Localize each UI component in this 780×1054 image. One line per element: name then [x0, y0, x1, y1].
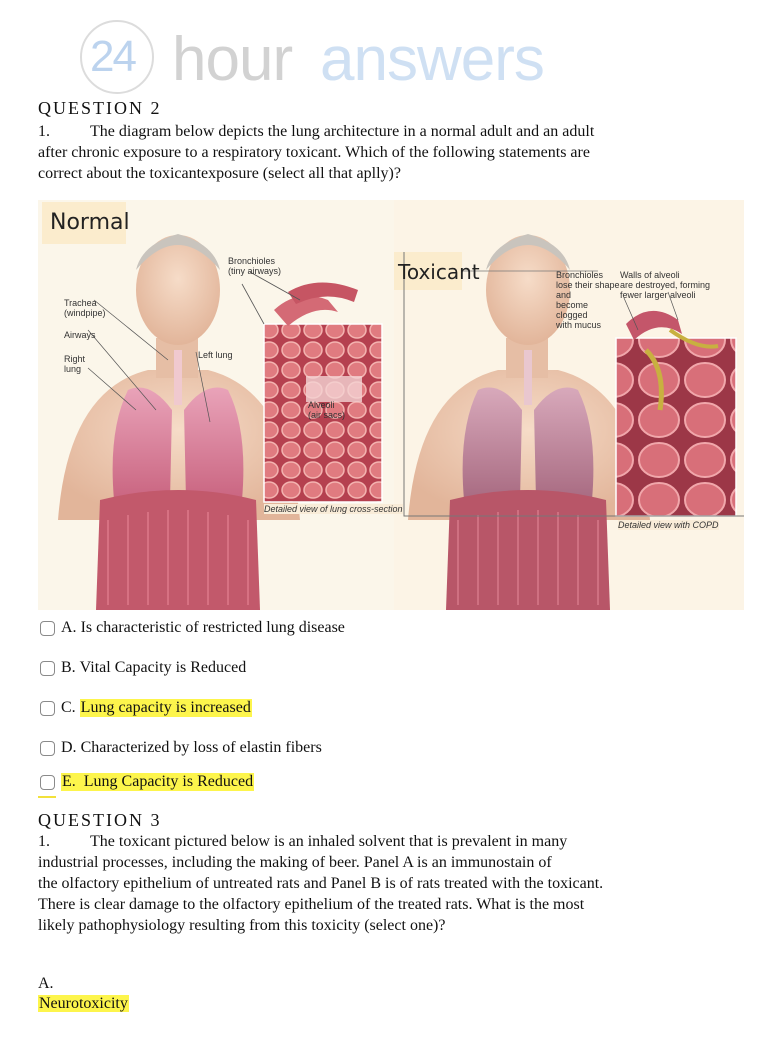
question-2-line-2: after chronic exposure to a respiratory toxicant. Which of the following statements are: [38, 144, 590, 161]
option-a[interactable]: [40, 616, 345, 640]
question-3-line-3: the olfactory epithelium of untreated rats and Panel B is of rats treated with the toxicant.: [38, 875, 604, 892]
option-text: Characterized by loss of elastin fibers: [80, 739, 322, 756]
watermark-logo: [80, 14, 600, 94]
annotation-bronchioles-toxicant: Bronchioles lose their shape and become clogged with mucus: [556, 270, 620, 330]
question-2-line-3: correct about the toxicantexposure (select all that aplly)?: [38, 165, 401, 182]
answer-text: [38, 993, 129, 1014]
question-3-line-1: The toxicant pictured below is an inhaled solvent that is prevalent in many: [90, 833, 568, 850]
logo-number: 24: [90, 32, 135, 81]
checkbox[interactable]: [40, 701, 55, 716]
option-letter-highlighted: E.: [62, 773, 76, 790]
question-2-number: 1.: [38, 123, 50, 140]
checkbox[interactable]: [40, 661, 55, 676]
question-2-line-1: The diagram below depicts the lung architecture in a normal adult and an adult: [90, 123, 595, 140]
logo-word-answers: answers: [320, 25, 544, 94]
question-3-heading: QUESTION 3: [38, 810, 162, 830]
annotation-right-lung: Right lung: [64, 354, 86, 374]
option-letter: D.: [61, 739, 77, 756]
annotation-left-lung: Left lung: [198, 350, 233, 360]
option-letter: A.: [61, 619, 77, 636]
annotation-trachea: Trachea (windpipe): [64, 298, 106, 318]
checkbox[interactable]: [40, 741, 55, 756]
option-d[interactable]: [40, 736, 322, 760]
annotation-alveoli-walls: Walls of alveoli are destroyed, forming fewer larger alveoli: [620, 270, 711, 300]
lung-diagram-figure: [38, 200, 744, 610]
highlight-underline: [38, 796, 56, 798]
logo-word-hour: hour: [172, 25, 293, 94]
question-3-text: [38, 831, 748, 936]
option-text-highlighted: Lung Capacity is Reduced: [83, 773, 254, 790]
question-3-line-2: industrial processes, including the making of beer. Panel A is an immunostain of: [38, 854, 552, 871]
checkbox[interactable]: [40, 621, 55, 636]
option-b[interactable]: [40, 656, 246, 680]
answer-letter: A.: [38, 975, 54, 992]
option-text-highlighted: Lung capacity is increased: [80, 699, 251, 716]
annotation-airways: Airways: [64, 330, 96, 340]
option-c[interactable]: [40, 696, 252, 720]
option-e[interactable]: [40, 770, 254, 794]
question-2-text: [38, 121, 738, 184]
caption-copd-detail: Detailed view with COPD: [618, 520, 719, 530]
checkbox[interactable]: [40, 775, 55, 790]
annotation-bronchioles: Bronchioles (tiny airways): [228, 256, 282, 276]
normal-panel-label: Normal: [50, 210, 130, 235]
toxicant-panel-label: Toxicant: [398, 260, 480, 284]
option-letter: C.: [61, 699, 76, 716]
annotation-alveoli: Alveoli (air sacs): [308, 400, 346, 420]
question-3-line-4: There is clear damage to the olfactory epithelium of the treated rats. What is the most: [38, 896, 585, 913]
option-text: Is characteristic of restricted lung disease: [80, 619, 345, 636]
question-3-line-5: likely pathophysiology resulting from this toxicity (select one)?: [38, 917, 446, 934]
answer-text-highlighted: Neurotoxicity: [39, 995, 128, 1012]
question-2-heading: QUESTION 2: [38, 98, 162, 118]
option-letter: B.: [61, 659, 76, 676]
caption-normal-detail: Detailed view of lung cross-section: [264, 504, 403, 514]
option-text: Vital Capacity is Reduced: [79, 659, 247, 676]
question-3-number: 1.: [38, 833, 50, 850]
